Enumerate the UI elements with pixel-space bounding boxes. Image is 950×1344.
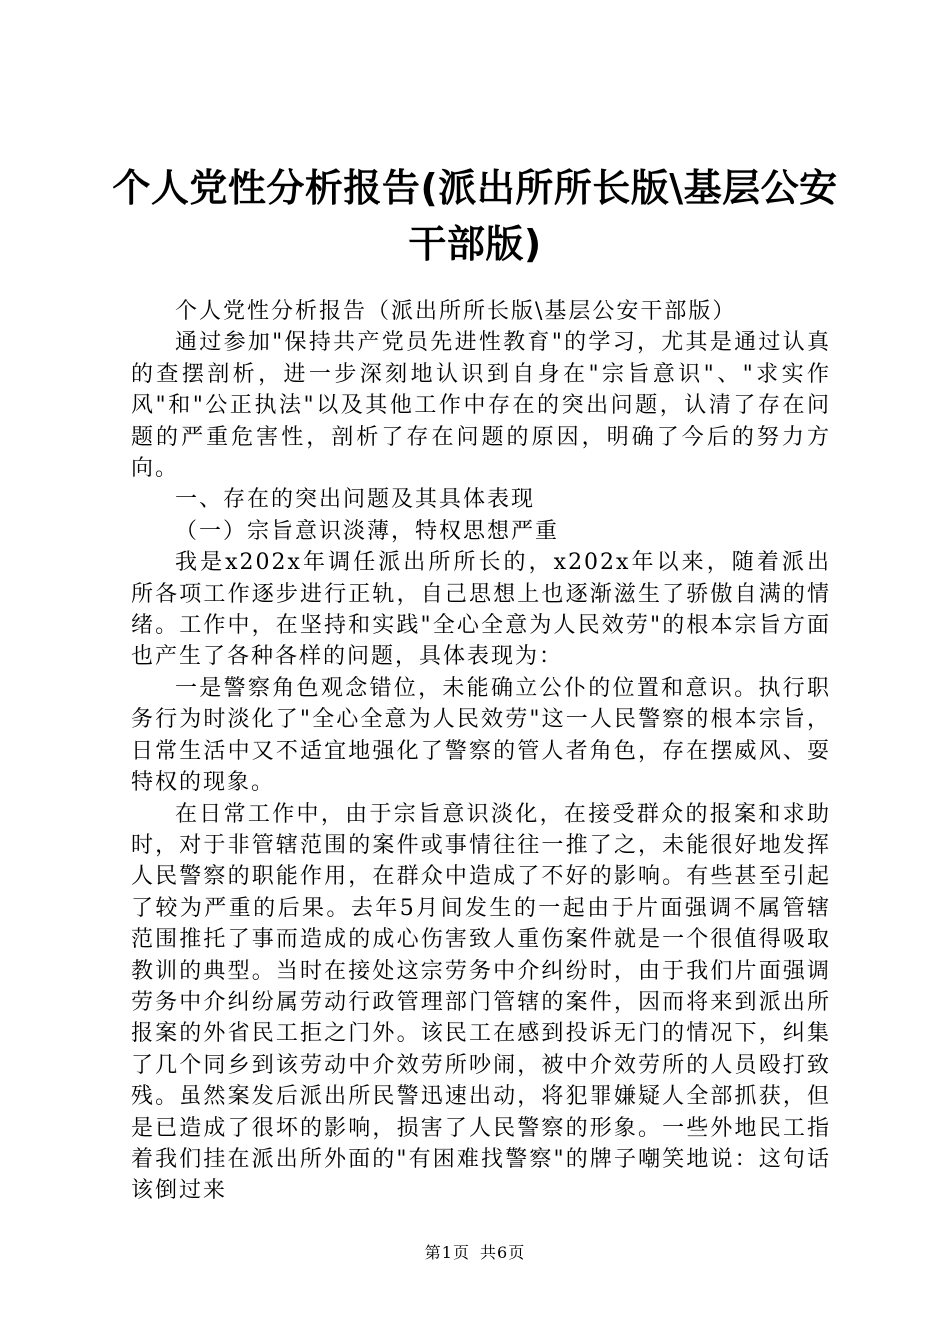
document-body (131, 296, 831, 1207)
section-heading: 一、存在的突出问题及其具体表现 (175, 487, 536, 513)
body-paragraph: 一是警察角色观念错位，未能确立公仆的位置和意识。执行职务行为时淡化了"全心全意为人民效劳"这一人民警察的根本宗旨，日常生活中又不适宜地强化了警察的管人者角色，存在摆威风、耍特权的现象。 (131, 675, 831, 796)
subtitle-paragraph: 个人党性分析报告（派出所所长版\基层公安干部版） (175, 299, 737, 324)
subsection-heading: （一）宗旨意识淡薄，特权思想严重 (175, 518, 560, 544)
page-number: 第1页 (424, 1243, 470, 1262)
body-paragraph: 在日常工作中，由于宗旨意识淡化，在接受群众的报案和求助时，对于非管辖范围的案件或事情往往一推了之，未能很好地发挥人民警察的职能作用，在群众中造成了不好的影响。有些甚至引起了较为严重的后果。去年5月间发生的一起由于片面强调不属管辖范围推托了事而造成的成心伤害致人重伤案件就是一个很值得吸取教训的典型。当时在接处这宗劳务中介纠纷时，由于我们片面强调劳务中介纠纷属劳动行政管理部门管辖的案件，因而将来到派出所报案的外省民工拒之门外。该民工在感到投诉无门的情况下，纠集了几个同乡到该劳动中介效劳所吵闹，被中介效劳所的人员殴打致残。虽然案发后派出所民警迅速出动，将犯罪嫌疑人全部抓获，但是已造成了很坏的影响，损害了人民警察的形象。一些外地民工指着我们挂在派出所外面的"有困难找警察"的牌子嘲笑地说：这句话该倒过来 (131, 801, 831, 1204)
body-paragraph: 我是x202x年调任派出所所长的，x202x年以来，随着派出所各项工作逐步进行正轨，自己思想上也逐渐滋生了骄傲自满的情绪。工作中，在坚持和实践"全心全意为人民效劳"的根本宗旨方面也产生了各种各样的问题，具体表现为： (131, 550, 831, 670)
page-total: 共6页 (480, 1243, 526, 1262)
intro-paragraph: 通过参加"保持共产党员先进性教育"的学习，尤其是通过认真的查摆剖析，进一步深刻地认识到自身在"宗旨意识"、"求实作风"和"公正执法"以及其他工作中存在的突出问题，认清了存在问题的严重危害性，剖析了存在问题的原因，明确了今后的努力方向。 (131, 330, 831, 482)
document-title: 个人党性分析报告(派出所所长版\基层公安干部版) (112, 166, 838, 266)
page-footer (0, 1242, 950, 1264)
